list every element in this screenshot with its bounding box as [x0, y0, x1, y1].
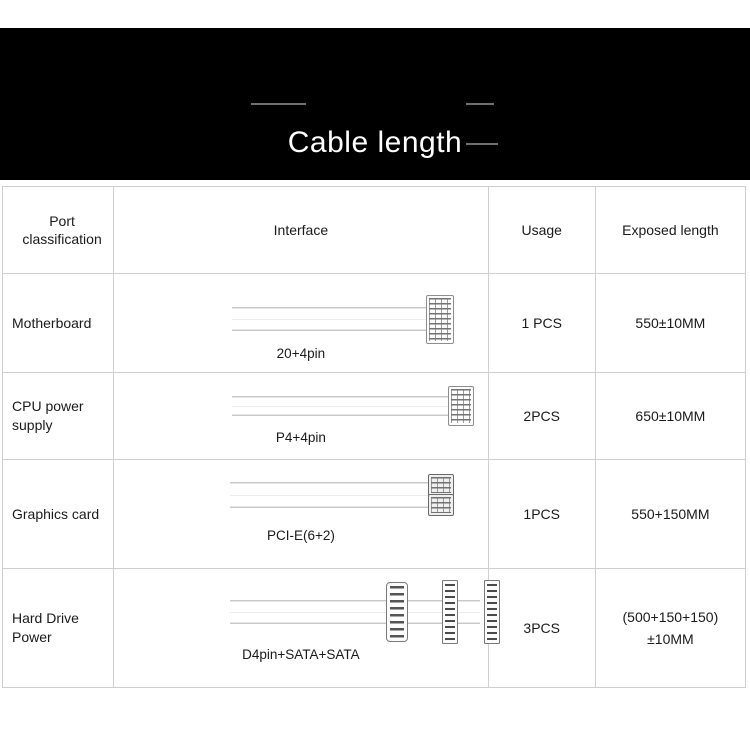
- length-line-1: (500+150+150): [622, 609, 719, 625]
- ribbon-cable: [400, 600, 480, 624]
- cable-diagram-cpu: [114, 373, 488, 459]
- header-banner: [0, 28, 750, 180]
- ribbon-cable: [232, 307, 428, 331]
- cell-usage: 3PCS: [488, 569, 595, 688]
- table-row: [3, 274, 746, 373]
- connector-sata-1: [442, 580, 458, 644]
- interface-caption: PCI-E(6+2): [266, 528, 335, 543]
- ribbon-cable: [232, 396, 448, 416]
- cell-port-classification: CPU power supply: [3, 373, 114, 460]
- column-header-interface: Interface: [114, 187, 489, 274]
- connector-sata-2: [484, 580, 500, 644]
- connector-20-4pin: [426, 295, 454, 344]
- cell-interface: [114, 274, 489, 373]
- cell-exposed-length: [595, 569, 745, 688]
- cable-length-table: [2, 186, 746, 688]
- cable-diagram-hdd: [114, 569, 488, 687]
- connector-p4-4pin: [448, 386, 474, 426]
- connector-pins-icon: [431, 497, 451, 513]
- length-line-2: ±10MM: [647, 631, 694, 647]
- interface-caption: P4+4pin: [275, 430, 326, 445]
- column-header-port: Port classification: [3, 187, 114, 274]
- page-title: Cable length: [287, 126, 463, 159]
- column-header-usage: Usage: [488, 187, 595, 274]
- table-row: [3, 460, 746, 569]
- ribbon-cable: [230, 482, 430, 508]
- table-row: [3, 569, 746, 688]
- cable-diagram-motherboard: [114, 274, 488, 372]
- cell-port-classification: Graphics card: [3, 460, 114, 569]
- connector-molex-d4pin: [386, 582, 408, 642]
- connector-pcie-2pin: [428, 494, 454, 516]
- interface-caption: 20+4pin: [276, 346, 326, 361]
- ribbon-cable: [230, 600, 400, 624]
- cell-port-classification: Motherboard: [3, 274, 114, 373]
- interface-caption: D4pin+SATA+SATA: [242, 647, 360, 662]
- cell-exposed-length: 550±10MM: [595, 274, 745, 373]
- cell-usage: 1 PCS: [488, 274, 595, 373]
- connector-pcie-6pin: [428, 474, 454, 496]
- decorative-line-left: [251, 103, 306, 105]
- connector-pins-icon: [451, 389, 471, 423]
- decorative-line-top-right: [466, 103, 494, 105]
- table-row: [3, 373, 746, 460]
- connector-pins-icon: [431, 477, 451, 493]
- cell-usage: 2PCS: [488, 373, 595, 460]
- connector-pins-icon: [487, 584, 497, 640]
- connector-pins-icon: [445, 584, 455, 640]
- cell-exposed-length: 650±10MM: [595, 373, 745, 460]
- cell-port-classification: Hard Drive Power: [3, 569, 114, 688]
- cell-exposed-length: 550+150MM: [595, 460, 745, 569]
- cell-usage: 1PCS: [488, 460, 595, 569]
- connector-pins-icon: [429, 298, 451, 341]
- table-header-row: [3, 187, 746, 274]
- cell-interface: [114, 373, 489, 460]
- cell-interface: [114, 460, 489, 569]
- column-header-length: Exposed length: [595, 187, 745, 274]
- cell-interface: [114, 569, 489, 688]
- connector-pins-icon: [390, 586, 404, 638]
- cable-diagram-gpu: [114, 460, 488, 568]
